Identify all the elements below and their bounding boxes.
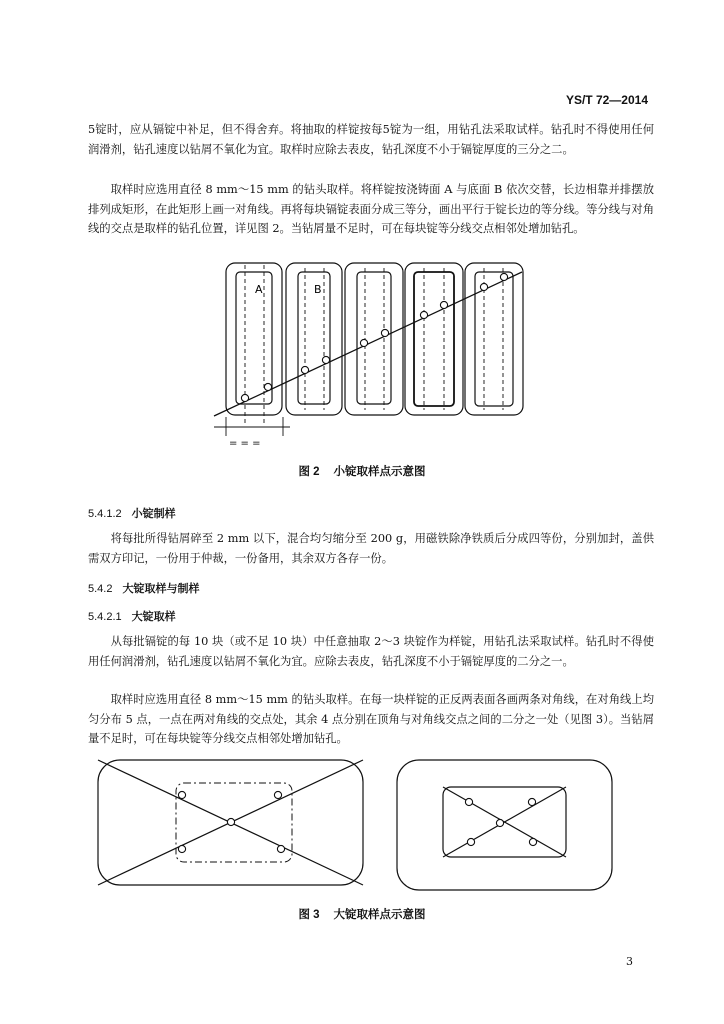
ingot-outer-1 <box>226 263 282 415</box>
drill-point <box>496 819 503 826</box>
section-heading-5-4-1-2: 5.4.1.2 小锭制样 <box>88 508 176 520</box>
figure-3-right-ingot <box>397 760 612 890</box>
figure-3-left-drill-points <box>178 791 284 852</box>
ingot-inner-3 <box>357 272 391 404</box>
drill-point <box>528 798 535 805</box>
face-label-b: B <box>314 283 322 296</box>
paragraph-continuation: 5锭时，应从镉锭中补足，但不得舍弃。将抽取的样锭按每5锭为一组，用钻孔法采取试样。钻孔时不得使用任何润滑剂，钻孔速度以钻屑不氧化为宜。取样时应除去表皮，钻孔深度不小于镉锭厚度的三分之二。 <box>88 123 654 156</box>
drill-point <box>480 283 487 290</box>
drill-point <box>264 383 271 390</box>
trisection-lines <box>245 265 503 425</box>
drill-point <box>227 818 234 825</box>
figure-2-number: 图 2 <box>298 466 320 478</box>
figure-3-title: 大锭取样点示意图 <box>333 909 426 921</box>
paragraph-large-ingot-drilling: 取样时应选用直径 8 mm～15 mm 的钻头取样。在每一块样锭的正反两表面各画两条对角线，在对角线上均匀分布 5 点，一点在两对角线的交点处，其余 4 点分别在顶角与对角线交点之间的二分之一处（见图 3）。当钻屑量不足时，可在每块锭等分线交点相邻处增加钻孔。 <box>88 693 654 745</box>
drill-point <box>529 838 536 845</box>
drill-point <box>277 845 284 852</box>
drill-point <box>420 311 427 318</box>
dimension-equal-marks: = = = <box>229 438 261 449</box>
standard-code: YS/T 72—2014 <box>565 93 648 107</box>
drill-point <box>467 838 474 845</box>
drill-point <box>241 394 248 401</box>
ingot-inner-5 <box>475 272 513 406</box>
drill-point <box>322 356 329 363</box>
drill-point <box>360 339 367 346</box>
drill-points <box>241 273 507 401</box>
figure-2-caption <box>0 463 724 479</box>
section-heading-5-4-2: 5.4.2 大锭取样与制样 <box>88 583 200 595</box>
drill-point <box>178 845 185 852</box>
section-heading-5-4-2-1: 5.4.2.1 大锭取样 <box>88 611 176 623</box>
drill-point <box>440 301 447 308</box>
dimension-marks <box>214 417 290 436</box>
drill-point <box>301 366 308 373</box>
drill-point <box>465 798 472 805</box>
drill-point <box>274 791 281 798</box>
ingot-inner-4 <box>414 272 454 406</box>
page-number: 3 <box>626 955 633 968</box>
paragraph-small-ingot-drilling: 取样时应选用直径 8 mm～15 mm 的钻头取样。将样锭按浇铸面 A 与底面 B 依次交替，长边相靠并排摆放排列成矩形，在此矩形上画一对角线。再将每块镉锭表面分成三等分，画出平行于锭长边的等分线。等分线与对角线的交点是取样的钻孔位置，详见图 2。当钻屑量不足时，可在每块锭等分线交点相邻处增加钻孔。 <box>88 183 654 235</box>
figure-3-number: 图 3 <box>298 909 320 921</box>
drill-point <box>178 791 185 798</box>
drill-point <box>500 273 507 280</box>
face-label-a: A <box>255 283 263 296</box>
paragraph-large-ingot-sampling: 从每批镉锭的每 10 块（或不足 10 块）中任意抽取 2～3 块锭作为样锭，用钻孔法采取试样。钻孔时不得使用任何润滑剂，钻孔速度以钻屑不氧化为宜。应除去表皮，钻孔深度不小于镉锭厚度的二分之一。 <box>88 635 654 668</box>
figure-2-title: 小锭取样点示意图 <box>333 466 426 478</box>
paragraph-small-ingot-preparation: 将每批所得钻屑碎至 2 mm 以下，混合均匀缩分至 200 g，用磁铁除净铁质后分成四等份，分别加封，盖供需双方印记，一份用于仲裁，一份备用，其余双方各存一份。 <box>88 532 654 565</box>
ingot-outer-3 <box>345 263 403 415</box>
drill-point <box>381 329 388 336</box>
figure-3-caption <box>0 906 724 922</box>
